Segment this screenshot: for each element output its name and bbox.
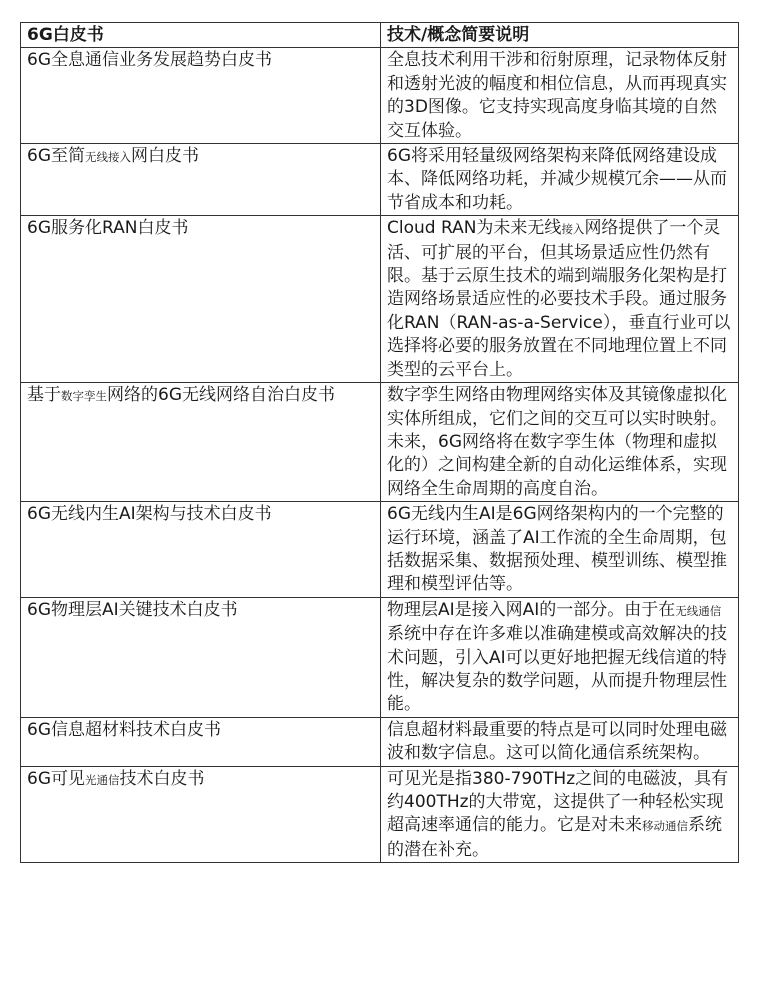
whitepaper-description: [381, 502, 739, 598]
name-text: 6G全息通信业务发展趋势白皮书: [27, 50, 272, 71]
whitepaper-description: [381, 48, 739, 144]
name-text: 6G服务化RAN白皮书: [27, 218, 189, 239]
table-row: [21, 597, 739, 717]
description-text: 物理层AI是接入网AI的一部分。由于在: [387, 599, 676, 620]
description-text: 全息技术利用干涉和衍射原理，记录物体反射和透射光波的幅度和相位信息，从而再现真实的3D图像。它支持实现高度身临其境的自然交互体验。: [387, 50, 727, 141]
description-small-text: 移动通信: [642, 819, 688, 834]
description-small-text: 无线通信: [675, 603, 722, 618]
description-text: 系统的潜在补充。: [387, 815, 722, 860]
whitepaper-name: [21, 597, 381, 717]
whitepaper-name: [21, 216, 381, 383]
description-small-text: 接入: [561, 222, 585, 237]
whitepaper-description: [381, 144, 739, 216]
name-text: 6G信息超材料技术白皮书: [27, 719, 221, 740]
whitepaper-description: [381, 216, 739, 383]
table-row: [21, 766, 739, 863]
name-text: 网络的6G无线网络自治白皮书: [107, 385, 335, 406]
whitepaper-table: [20, 22, 739, 863]
name-small-text: 数字孪生: [61, 389, 107, 404]
table-row: [21, 383, 739, 502]
description-text: Cloud RAN为未来无线: [387, 218, 562, 239]
name-small-text: 无线接入: [85, 150, 131, 165]
table-row: [21, 144, 739, 216]
name-text: 6G至简: [27, 146, 85, 167]
whitepaper-description: [381, 383, 739, 502]
table-row: [21, 502, 739, 598]
name-text: 基于: [27, 385, 61, 406]
whitepaper-name: [21, 717, 381, 766]
name-text: 网白皮书: [131, 146, 199, 167]
header-whitepaper: 6G白皮书: [21, 23, 381, 48]
description-text: 可见光是指380-790THz之间的电磁波，具有约400THz的大带宽，这提供了一种轻松实现超高速率通信的能力。它是对未来: [387, 768, 729, 836]
description-text: 数字孪生网络由物理网络实体及其镜像虚拟化实体所组成，它们之间的交互可以实时映射。未来，6G网络将在数字孪生体（物理和虚拟化的）之间构建全新的自动化运维体系，实现网络全生命周期的高度自治。: [387, 385, 727, 499]
whitepaper-name: [21, 766, 381, 863]
description-text: 6G无线内生AI是6G网络架构内的一个完整的运行环境，涵盖了AI工作流的全生命周期，包括数据采集、数据预处理、模型训练、模型推理和模型评估等。: [387, 504, 727, 595]
name-text: 6G无线内生AI架构与技术白皮书: [27, 504, 272, 525]
table-row: [21, 717, 739, 766]
name-text: 6G物理层AI关键技术白皮书: [27, 599, 238, 620]
whitepaper-name: [21, 48, 381, 144]
name-text: 6G可见: [27, 768, 85, 789]
whitepaper-description: [381, 766, 739, 863]
whitepaper-name: [21, 502, 381, 598]
table-header-row: [21, 23, 739, 48]
name-text: 技术白皮书: [119, 768, 205, 789]
description-text: 网络提供了一个灵活、可扩展的平台，但其场景适应性仍然有限。基于云原生技术的端到端服务化架构是打造网络场景适应性的必要技术手段。通过服务化RAN（RAN-as-a-Service），垂直行业可以选择将必要的服务放置在不同地理位置上不同类型的云平台上。: [387, 218, 731, 380]
description-text: 系统中存在许多难以准确建模或高效解决的技术问题，引入AI可以更好地把握无线信道的特性，解决复杂的数学问题，从而提升物理层性能。: [387, 624, 727, 715]
description-text: 信息超材料最重要的特点是可以同时处理电磁波和数字信息。这可以简化通信系统架构。: [387, 719, 727, 764]
table-row: [21, 48, 739, 144]
header-description: 技术/概念简要说明: [381, 23, 739, 48]
name-small-text: 光通信: [85, 772, 120, 787]
whitepaper-table-container: [20, 22, 738, 863]
whitepaper-name: [21, 144, 381, 216]
whitepaper-description: [381, 717, 739, 766]
whitepaper-description: [381, 597, 739, 717]
table-row: [21, 216, 739, 383]
description-text: 6G将采用轻量级网络架构来降低网络建设成本、降低网络功耗，并减少规模冗余——从而节省成本和功耗。: [387, 146, 727, 213]
whitepaper-name: [21, 383, 381, 502]
